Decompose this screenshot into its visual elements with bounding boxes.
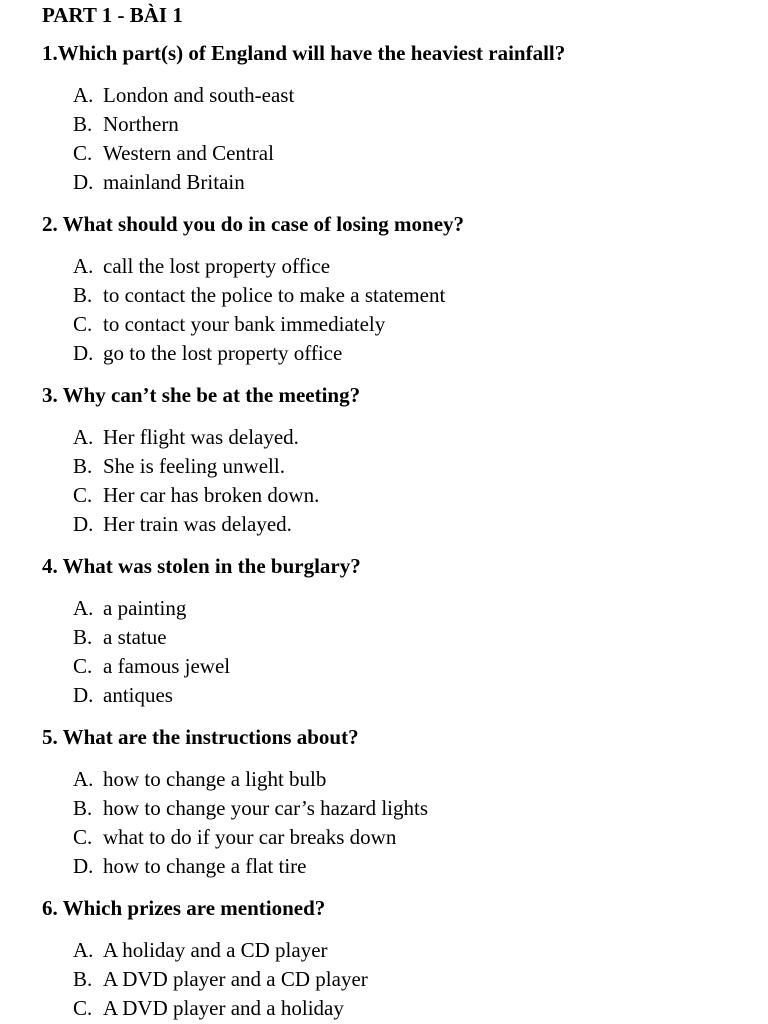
option-text: London and south-east [103, 83, 295, 107]
question-4-option-a [73, 595, 186, 621]
question-6: 6. Which prizes are mentioned? [42, 896, 326, 920]
option-text: Her flight was delayed. [103, 425, 299, 449]
option-letter: C. [73, 141, 93, 165]
option-text: what to do if your car breaks down [103, 825, 397, 849]
option-text: A DVD player and a holiday [103, 996, 344, 1020]
option-text: how to change a light bulb [103, 767, 327, 791]
question-2-option-d [73, 340, 342, 366]
question-1-option-c [73, 140, 274, 166]
question-6-option-b [73, 966, 368, 992]
option-text: call the lost property office [103, 254, 331, 278]
option-text: mainland Britain [103, 170, 245, 194]
option-text: a statue [103, 625, 167, 649]
question-3-option-d [73, 511, 292, 537]
option-text: how to change a flat tire [103, 854, 307, 878]
question-3: 3. Why can’t she be at the meeting? [42, 383, 361, 407]
option-letter: C. [73, 996, 93, 1020]
question-5-option-d [73, 853, 307, 879]
part-title: PART 1 - BÀI 1 [42, 3, 183, 27]
option-text: A holiday and a CD player [103, 938, 328, 962]
option-letter: D. [73, 854, 94, 878]
question-2: 2. What should you do in case of losing money? [42, 212, 465, 236]
option-letter: C. [73, 483, 93, 507]
question-5-option-b [73, 795, 428, 821]
option-letter: D. [73, 512, 94, 536]
option-letter: A. [73, 425, 94, 449]
option-text: to contact the police to make a statement [103, 283, 446, 307]
question-6-option-a [73, 937, 328, 963]
question-1-option-d [73, 169, 245, 195]
question-1-option-b [73, 111, 179, 137]
question-4-option-d [73, 682, 173, 708]
option-letter: C. [73, 825, 93, 849]
question-1-option-a [73, 82, 294, 108]
option-text: a famous jewel [103, 654, 231, 678]
option-text: a painting [103, 596, 187, 620]
option-letter: D. [73, 683, 94, 707]
question-2-option-a [73, 253, 330, 279]
option-text: go to the lost property office [103, 341, 343, 365]
option-text: She is feeling unwell. [103, 454, 285, 478]
option-letter: B. [73, 796, 93, 820]
option-letter: B. [73, 112, 93, 136]
question-4-option-b [73, 624, 167, 650]
question-3-option-c [73, 482, 319, 508]
option-letter: A. [73, 254, 94, 278]
option-text: to contact your bank immediately [103, 312, 386, 336]
question-6-option-c [73, 995, 344, 1021]
option-text: Northern [103, 112, 179, 136]
option-text: Her car has broken down. [103, 483, 320, 507]
question-2-option-b [73, 282, 445, 308]
option-letter: A. [73, 767, 94, 791]
question-3-option-b [73, 453, 285, 479]
option-letter: B. [73, 283, 93, 307]
question-1: 1.Which part(s) of England will have the heaviest rainfall? [42, 41, 566, 65]
option-text: Her train was delayed. [103, 512, 292, 536]
option-text: Western and Central [103, 141, 274, 165]
question-4-option-c [73, 653, 230, 679]
option-letter: B. [73, 625, 93, 649]
option-text: A DVD player and a CD player [103, 967, 368, 991]
option-letter: A. [73, 596, 94, 620]
question-5-option-a [73, 766, 326, 792]
option-letter: D. [73, 170, 94, 194]
option-text: how to change your car’s hazard lights [103, 796, 429, 820]
option-letter: D. [73, 341, 94, 365]
question-3-option-a [73, 424, 299, 450]
option-letter: C. [73, 654, 93, 678]
question-5: 5. What are the instructions about? [42, 725, 359, 749]
option-letter: C. [73, 312, 93, 336]
question-5-option-c [73, 824, 396, 850]
question-2-option-c [73, 311, 385, 337]
option-letter: A. [73, 938, 94, 962]
option-letter: B. [73, 967, 93, 991]
question-4: 4. What was stolen in the burglary? [42, 554, 361, 578]
option-text: antiques [103, 683, 173, 707]
option-letter: B. [73, 454, 93, 478]
option-letter: A. [73, 83, 94, 107]
